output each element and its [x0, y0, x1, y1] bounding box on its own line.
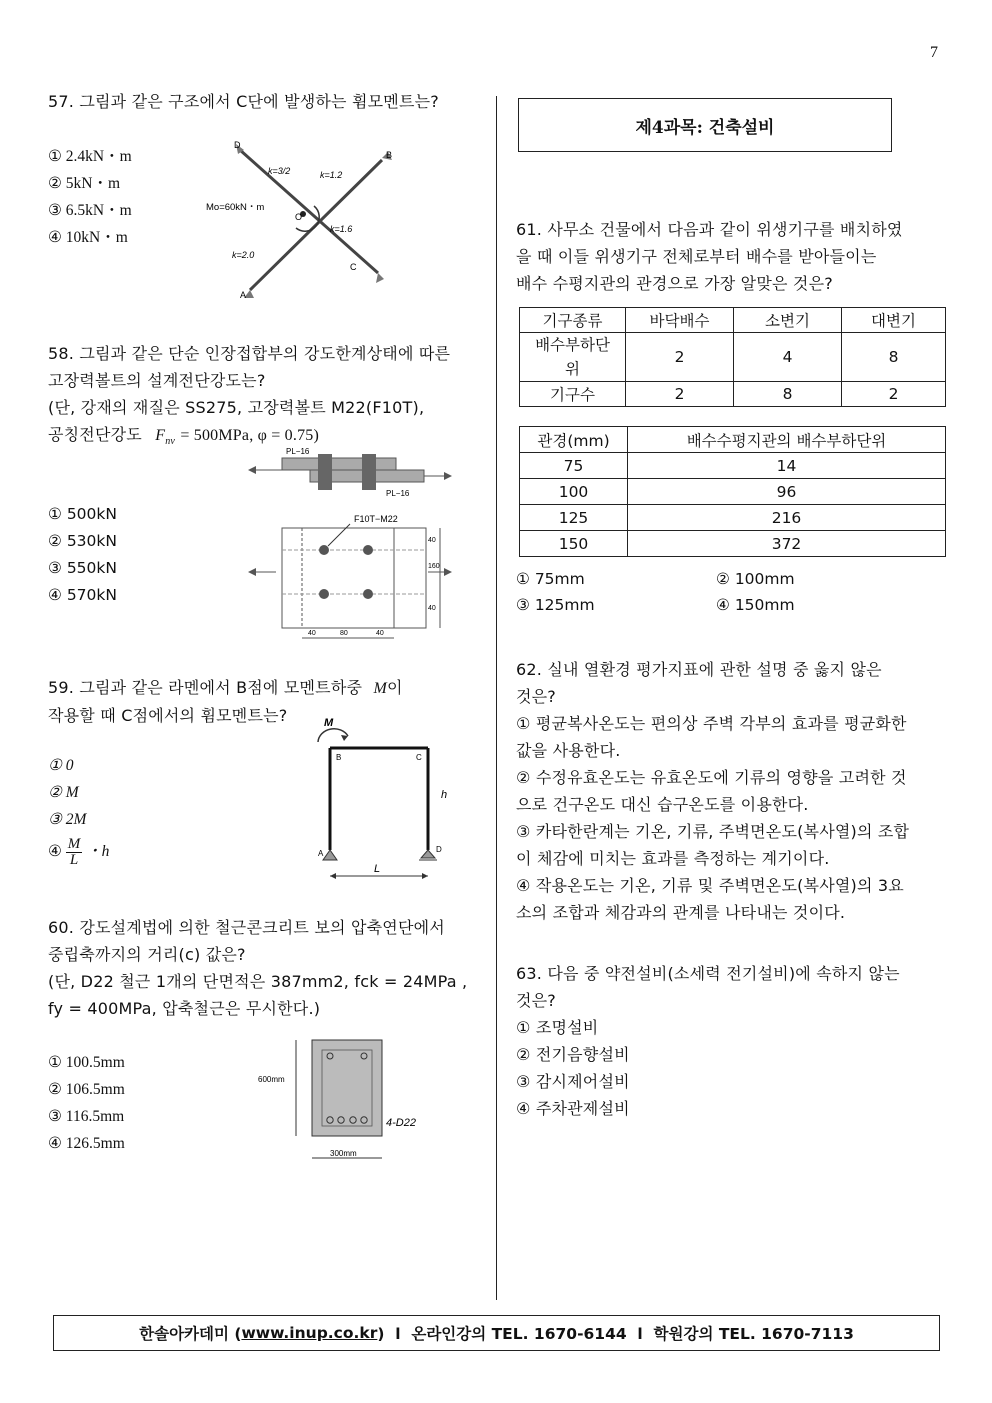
option[interactable]: ① 2.4kN・m [48, 148, 132, 165]
option[interactable]: ③ 카타한란계는 기온, 기류, 주벽면온도(복사열)의 조합 [516, 822, 910, 841]
table-cell: 8 [734, 382, 842, 407]
bolt-label: F10T−M22 [354, 514, 398, 524]
table-header-cell: 소변기 [734, 308, 842, 333]
question-58-line: (단, 강재의 재질은 SS275, 고장력볼트 M22(F10T), [48, 398, 425, 417]
arrow-head [341, 735, 348, 741]
label-k-ob: k=1.2 [320, 170, 343, 180]
option[interactable]: ③ 116.5mm [48, 1108, 125, 1125]
dim-label: 160 [428, 563, 440, 570]
question-60-line: 60. 강도설계법에 의한 철근콘크리트 보의 압축연단에서 [48, 918, 445, 937]
arrow-head [248, 568, 256, 576]
option-suffix: ・h [86, 843, 110, 861]
arrow-head [444, 568, 452, 576]
pipe-table [519, 426, 946, 557]
label-b: B [336, 753, 342, 762]
bolt-hole [363, 545, 373, 555]
table-header-row [520, 427, 946, 453]
question-60-line: fy = 400MPa, 압축철근은 무시한다.) [48, 999, 321, 1018]
option[interactable]: ② 530kN [48, 532, 117, 550]
var-m: M [373, 680, 387, 697]
question-61-line: 배수 수평지관의 관경으로 가장 알맞은 것은? [516, 274, 833, 293]
rebar-label: 4-D22 [386, 1117, 416, 1129]
table-cell: 100 [520, 479, 628, 505]
question-59-text: 59. 그림과 같은 라멘에서 B점에 모멘트하중 [48, 678, 363, 697]
option-continued: 값을 사용한다. [516, 741, 621, 760]
option[interactable]: ④ 10kN・m [48, 229, 128, 246]
bolt-side [318, 454, 332, 490]
question-63-line: 것은? [516, 991, 557, 1010]
option[interactable] [48, 837, 109, 868]
option[interactable]: ② M [48, 784, 79, 801]
question-62 [516, 656, 909, 926]
footer-academy: 한솔아카데미 ( [139, 1325, 242, 1343]
option[interactable]: ① 0 [48, 757, 74, 774]
height-label: 600mm [258, 1075, 285, 1084]
fraction-num: M [67, 836, 81, 852]
question-57-figure [200, 138, 400, 304]
question-59-text: 이 [386, 678, 403, 697]
support-d [421, 850, 435, 858]
question-61-line: 을 때 이들 위생기구 전체로부터 배수를 받아들이는 [516, 247, 877, 266]
option-continued: 이 체감에 미치는 효과를 측정하는 계기이다. [516, 849, 830, 868]
table-cell: 4 [734, 333, 842, 382]
option[interactable]: ③ 550kN [48, 559, 117, 577]
plate-top [282, 458, 396, 470]
label-a: A [318, 849, 324, 858]
option[interactable]: ① 500kN [48, 505, 117, 523]
dim-label: 40 [308, 630, 316, 637]
arrow-head [444, 472, 452, 480]
question-58-figure [246, 444, 458, 652]
question-58-line: 고장력볼트의 설계전단강도는? [48, 371, 266, 390]
question-61 [516, 216, 903, 297]
plate-top-label: PL−16 [286, 447, 310, 456]
table-header-cell: 기구종류 [520, 308, 626, 333]
label-o: O [295, 212, 303, 222]
footer-banner [53, 1315, 940, 1351]
option[interactable]: ② 전기음향설비 [516, 1045, 630, 1064]
fraction-den: L [69, 852, 79, 868]
plate-plan [282, 528, 426, 628]
dim-label: 40 [428, 605, 436, 612]
table-row [520, 333, 946, 382]
table-cell: 75 [520, 453, 628, 479]
dim-label: 40 [376, 630, 384, 637]
fixture-table [519, 307, 946, 407]
question-62-line: 것은? [516, 687, 557, 706]
question-59-line [48, 674, 403, 702]
dim-label: 80 [340, 630, 348, 637]
question-63 [516, 960, 900, 1122]
question-61-line: 61. 사무소 건물에서 다음과 같이 위생기구를 배치하였 [516, 220, 903, 239]
table-header-cell: 배수수평지관의 배수부하단위 [628, 427, 946, 453]
table-row [520, 479, 946, 505]
question-59-options [48, 752, 109, 868]
option-continued: 소의 조합과 체감과의 관계를 나타내는 것이다. [516, 903, 846, 922]
column-divider [496, 96, 497, 1300]
subject-title: 제4과목: 건축설비 [518, 98, 892, 152]
table-cell: 배수부하단위 [520, 333, 626, 382]
label-h: h [441, 789, 448, 801]
footer-url-link[interactable]: www.inup.co.kr [241, 1324, 378, 1342]
footer-contact: ) l 온라인강의 TEL. 1670-6144 l 학원강의 TEL. 1670-7113 [377, 1325, 854, 1343]
question-60-figure [252, 1036, 436, 1168]
dim-label: 40 [428, 537, 436, 544]
formula-sub: nv [165, 436, 176, 448]
fraction [66, 837, 83, 868]
bolt-leader [328, 524, 350, 546]
table-cell: 2 [626, 382, 734, 407]
option[interactable]: ② 106.5mm [48, 1081, 125, 1098]
plate-bottom-label: PL−16 [386, 489, 410, 498]
bolt-side [362, 454, 376, 490]
label-moment: Mo=60kN・m [206, 202, 265, 213]
bolt-hole [363, 589, 373, 599]
question-57 [48, 88, 439, 115]
table-cell: 372 [628, 531, 946, 557]
label-k-oc: k=1.6 [330, 224, 353, 234]
option[interactable]: ④ 주차관제설비 [516, 1099, 630, 1118]
arrow-head [248, 466, 256, 474]
width-label: 300mm [330, 1149, 357, 1158]
option[interactable]: ④ 570kN [48, 586, 117, 604]
label-a: A [240, 290, 247, 300]
question-60-line: (단, D22 철근 1개의 단면적은 387mm2, fck = 24MPa , [48, 972, 468, 991]
option[interactable]: ② 100mm [716, 570, 795, 588]
option[interactable]: ② 5kN・m [48, 175, 121, 192]
option[interactable]: ① 100.5mm [48, 1054, 125, 1071]
question-60-line: 중립축까지의 거리(c) 값은? [48, 945, 246, 964]
support-c [376, 273, 384, 283]
bolt-hole [319, 589, 329, 599]
option[interactable]: ① 75mm [516, 570, 585, 588]
table-row [520, 531, 946, 557]
bolt-hole [319, 545, 329, 555]
option[interactable]: ④ 126.5mm [48, 1135, 125, 1152]
label-c: C [416, 753, 422, 762]
question-59-line: 작용할 때 C점에서의 휨모멘트는? [48, 706, 288, 725]
option[interactable]: ② 수정유효온도는 유효온도에 기류의 영향을 고려한 것 [516, 768, 907, 787]
option[interactable]: ① 평균복사온도는 편의상 주벽 각부의 효과를 평균화한 [516, 714, 907, 733]
question-60-options [48, 1049, 125, 1157]
table-cell: 2 [626, 333, 734, 382]
question-58 [48, 340, 450, 455]
question-57-options [48, 143, 132, 251]
table-cell: 96 [628, 479, 946, 505]
table-header-cell: 관경(mm) [520, 427, 628, 453]
label-c: C [350, 262, 357, 272]
question-60 [48, 914, 467, 1022]
formula-rest: = 500MPa, φ = 0.75) [180, 427, 319, 444]
label-k-oa: k=2.0 [232, 250, 255, 260]
support-a [323, 850, 337, 860]
label-k-od: k=3/2 [268, 166, 291, 176]
option-marker: ④ [48, 843, 62, 861]
option[interactable]: ③ 2M [48, 811, 87, 828]
label-l: L [374, 863, 381, 875]
question-59-figure [300, 712, 460, 888]
table-header-cell: 바닥배수 [626, 308, 734, 333]
question-57-text: 57. 그림과 같은 구조에서 C단에 발생하는 휨모멘트는? [48, 92, 439, 111]
option[interactable]: ① 조명설비 [516, 1018, 599, 1037]
table-cell: 125 [520, 505, 628, 531]
table-cell: 기구수 [520, 382, 626, 407]
label-m: M [324, 717, 334, 729]
label-d: D [436, 845, 442, 854]
beam-section [312, 1040, 382, 1136]
table-row [520, 505, 946, 531]
table-cell: 2 [842, 382, 946, 407]
table-cell: 14 [628, 453, 946, 479]
option[interactable]: ④ 150mm [716, 596, 795, 614]
question-62-line: 62. 실내 열환경 평가지표에 관한 설명 중 옳지 않은 [516, 660, 882, 679]
option[interactable]: ③ 감시제어설비 [516, 1072, 630, 1091]
option-continued: 으로 건구온도 대신 습구온도를 이용한다. [516, 795, 809, 814]
formula-f: F [155, 427, 166, 444]
table-cell: 150 [520, 531, 628, 557]
table-header-row [520, 308, 946, 333]
label-b: B [386, 150, 393, 160]
option[interactable]: ③ 125mm [516, 596, 595, 614]
label-d: D [234, 140, 241, 150]
table-row [520, 453, 946, 479]
question-58-options [48, 501, 117, 609]
table-cell: 216 [628, 505, 946, 531]
question-63-line: 63. 다음 중 약전설비(소세력 전기설비)에 속하지 않는 [516, 964, 900, 983]
option[interactable]: ③ 6.5kN・m [48, 202, 132, 219]
arrow-head [330, 873, 336, 879]
option[interactable]: ④ 작용온도는 기온, 기류 및 주벽면온도(복사열)의 3요 [516, 876, 904, 895]
question-58-prefix: 공칭전단강도 [48, 425, 142, 444]
question-58-line: 58. 그림과 같은 단순 인장접합부의 강도한계상태에 따른 [48, 344, 451, 363]
arrow-head [422, 873, 428, 879]
table-row [520, 382, 946, 407]
table-header-cell: 대변기 [842, 308, 946, 333]
table-cell: 8 [842, 333, 946, 382]
page-number: 7 [930, 44, 938, 61]
